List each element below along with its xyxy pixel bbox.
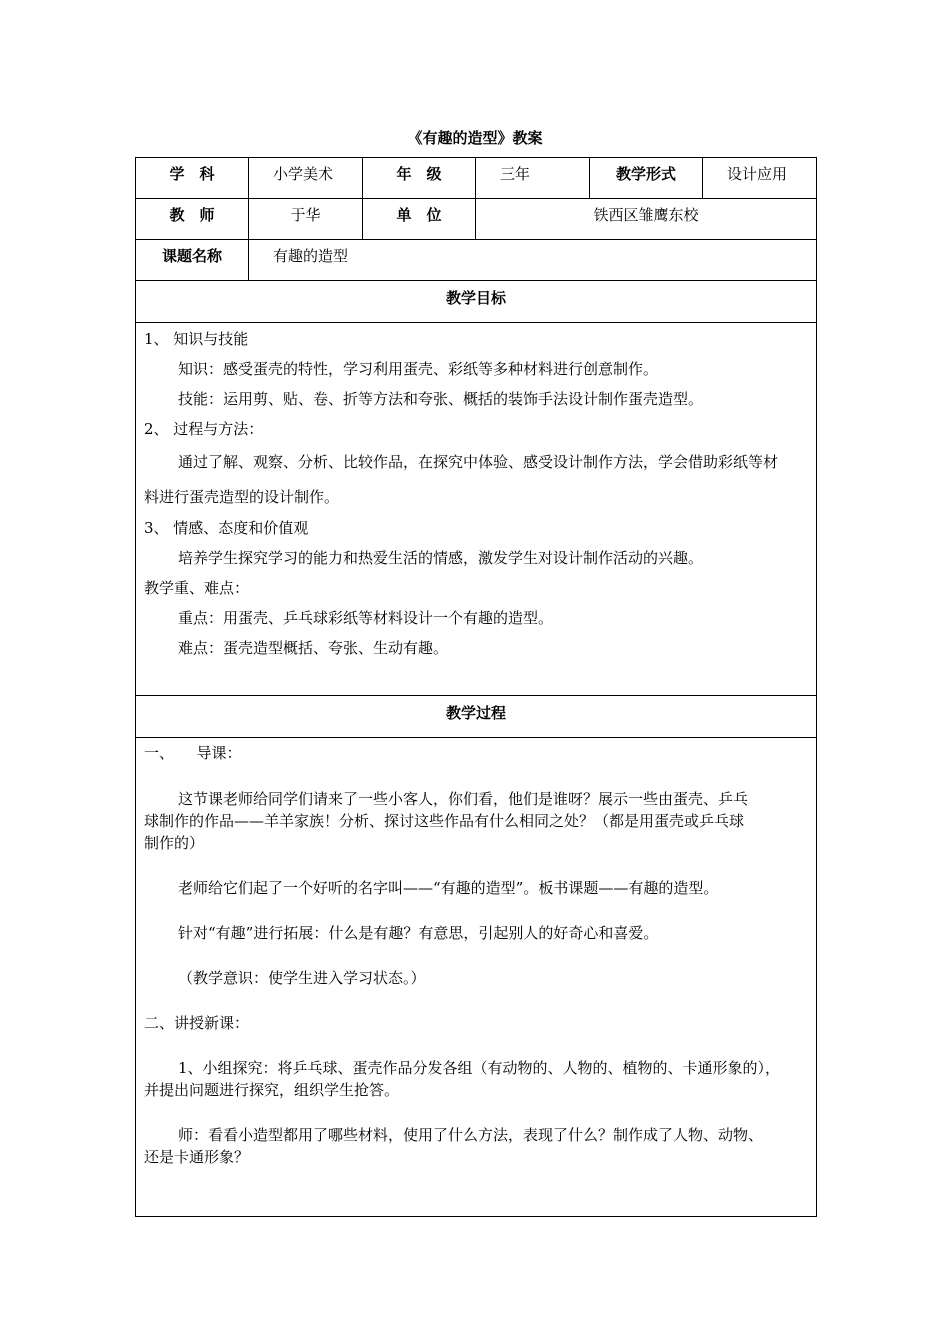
list-item: 3、 情感、态度和价值观 xyxy=(144,519,309,537)
list-item: 老师给它们起了一个好听的名字叫——“有趣的造型”。板书课题——有趣的造型。 xyxy=(178,879,719,897)
list-item: 针对“有趣”进行拓展：什么是有趣？有意思，引起别人的好奇心和喜爱。 xyxy=(178,924,659,942)
list-item: 技能：运用剪、贴、卷、折等方法和夸张、概括的装饰手法设计制作蛋壳造型。 xyxy=(178,390,704,408)
table-row xyxy=(136,240,817,281)
list-item: 重点：用蛋壳、乒乓球彩纸等材料设计一个有趣的造型。 xyxy=(178,609,554,627)
list-item: 一、 导课： xyxy=(144,744,242,762)
topic-value: 有趣的造型 xyxy=(249,240,817,281)
teacher-value: 于华 xyxy=(249,199,363,240)
list-item: 通过了解、观察、分析、比较作品，在探究中体验、感受设计制作方法，学会借助彩纸等材 xyxy=(178,453,779,471)
list-item: 教学重、难点： xyxy=(144,579,250,597)
list-item: 并提出问题进行探究，组织学生抢答。 xyxy=(144,1081,400,1099)
table-row xyxy=(136,158,817,199)
table-row xyxy=(136,199,817,240)
page-title: 《有趣的造型》教案 xyxy=(407,129,543,147)
list-item: 师：看看小造型都用了哪些材料，使用了什么方法，表现了什么？制作成了人物、动物、 xyxy=(178,1126,764,1144)
table-row xyxy=(136,738,817,1217)
list-item: 1、 知识与技能 xyxy=(144,330,249,348)
list-item: 制作的） xyxy=(144,834,205,852)
list-item: （教学意识：使学生进入学习状态。） xyxy=(178,969,426,987)
list-item: 二、讲授新课： xyxy=(144,1014,250,1032)
topic-label: 课题名称 xyxy=(136,240,249,281)
list-item: 这节课老师给同学们请来了一些小客人，你们看，他们是谁呀？展示一些由蛋壳、乒乓 xyxy=(178,790,749,808)
table-row xyxy=(136,323,817,696)
list-item: 知识：感受蛋壳的特性，学习利用蛋壳、彩纸等多种材料进行创意制作。 xyxy=(178,360,659,378)
unit-label: 单 位 xyxy=(363,199,476,240)
grade-value: 三年 xyxy=(476,158,590,199)
table-row xyxy=(136,281,817,323)
list-item: 1、小组探究：将乒乓球、蛋壳作品分发各组（有动物的、人物的、植物的、卡通形象的）， xyxy=(178,1059,781,1077)
unit-value: 铁西区雏鹰东校 xyxy=(476,199,817,240)
list-item: 难点：蛋壳造型概括、夸张、生动有趣。 xyxy=(178,639,449,657)
process-heading: 教学过程 xyxy=(136,696,817,738)
lesson-plan-table xyxy=(135,157,817,1217)
list-item: 2、 过程与方法： xyxy=(144,420,264,438)
list-item: 培养学生探究学习的能力和热爱生活的情感，激发学生对设计制作活动的兴趣。 xyxy=(178,549,704,567)
grade-label: 年 级 xyxy=(363,158,476,199)
process-section xyxy=(136,738,817,1217)
subject-value: 小学美术 xyxy=(249,158,363,199)
objectives-heading: 教学目标 xyxy=(136,281,817,323)
list-item: 球制作的作品——羊羊家族！分析、探讨这些作品有什么相同之处？（都是用蛋壳或乒乓球 xyxy=(144,812,745,830)
subject-label: 学 科 xyxy=(136,158,249,199)
list-item: 还是卡通形象？ xyxy=(144,1148,250,1166)
teacher-label: 教 师 xyxy=(136,199,249,240)
table-row xyxy=(136,696,817,738)
list-item: 料进行蛋壳造型的设计制作。 xyxy=(144,488,340,506)
form-label: 教学形式 xyxy=(590,158,703,199)
form-value: 设计应用 xyxy=(703,158,817,199)
objectives-section xyxy=(136,323,817,696)
